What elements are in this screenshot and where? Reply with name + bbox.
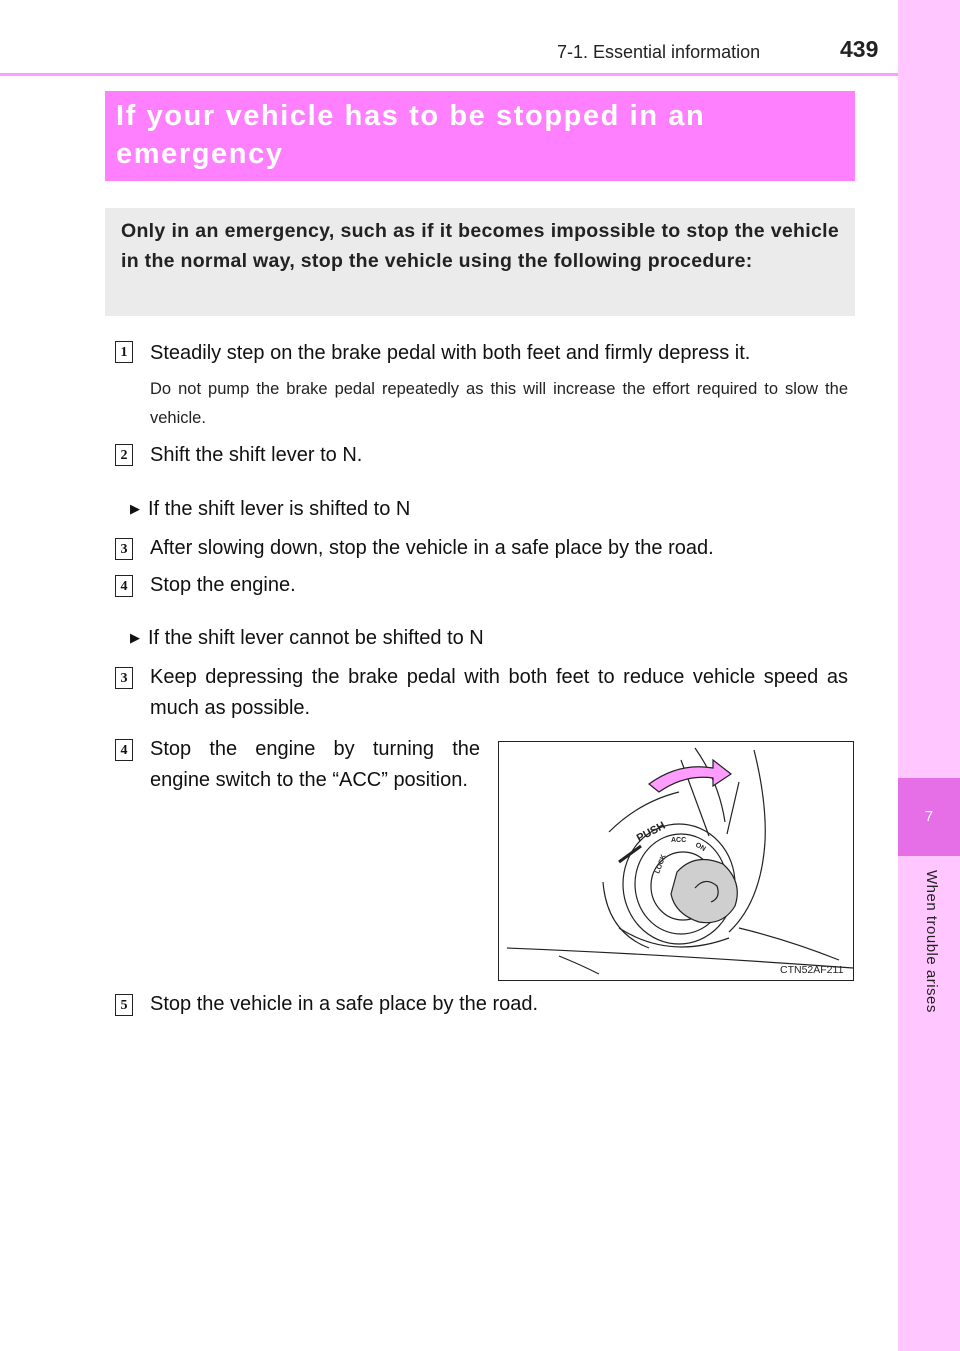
sub-heading-text: If the shift lever is shifted to N [148,498,411,520]
sub-heading-shifted [130,498,410,521]
step-number-4a: 4 [115,575,133,597]
sub-heading-text: If the shift lever cannot be shifted to N [148,627,484,649]
push-label: PUSH [634,819,668,845]
step-text-4b: Stop the engine by turning the engine switch to the “ACC” position. [150,738,480,791]
step-text-3a: After slowing down, stop the vehicle in a safe place by the road. [150,537,714,559]
intro-box [105,208,855,316]
step-number-3a: 3 [115,538,133,560]
intro-text: Only in an emergency, such as if it becomes impossible to stop the vehicle in the normal way, stop the vehicle using the following procedure: [121,220,839,272]
step-text-1: Steadily step on the brake pedal with both feet and firmly depress it. [150,342,751,364]
section-label: 7-1. Essential information [557,42,761,62]
step-text-5: Stop the vehicle in a safe place by the road. [150,993,539,1015]
step-number-5: 5 [115,994,133,1016]
triangle-right-icon: ▶ [130,501,140,516]
step-number-2: 2 [115,444,133,466]
page-number: 439 [840,36,879,62]
step-number-3b: 3 [115,667,133,689]
section-title: If your vehicle has to be stopped in an emergency [116,100,706,170]
chapter-title: When trouble arises [923,870,940,1013]
lock-label: LOCK [654,853,668,875]
step-text-3b: Keep depressing the brake pedal with both feet to reduce vehicle speed as much as possible. [150,666,848,719]
sub-heading-not-shifted [130,627,484,650]
step-note: Do not pump the brake pedal repeatedly as this will increase the effort required to slow the vehicle. [150,380,848,427]
acc-label: ACC [671,837,687,844]
engine-switch-drawing [499,742,853,980]
header-divider [0,73,898,76]
engine-switch-illustration [498,741,854,981]
chapter-side-tab [898,0,960,1351]
on-label: ON [694,841,707,853]
step-text-4a: Stop the engine. [150,574,296,596]
step-text-2: Shift the shift lever to N. [150,444,363,466]
triangle-right-icon: ▶ [130,630,140,645]
step-number-4b: 4 [115,739,133,761]
step-number-1: 1 [115,341,133,363]
section-title-banner [105,91,855,181]
chapter-number: 7 [898,778,960,856]
figure-code: CTN52AF211 [780,964,844,976]
